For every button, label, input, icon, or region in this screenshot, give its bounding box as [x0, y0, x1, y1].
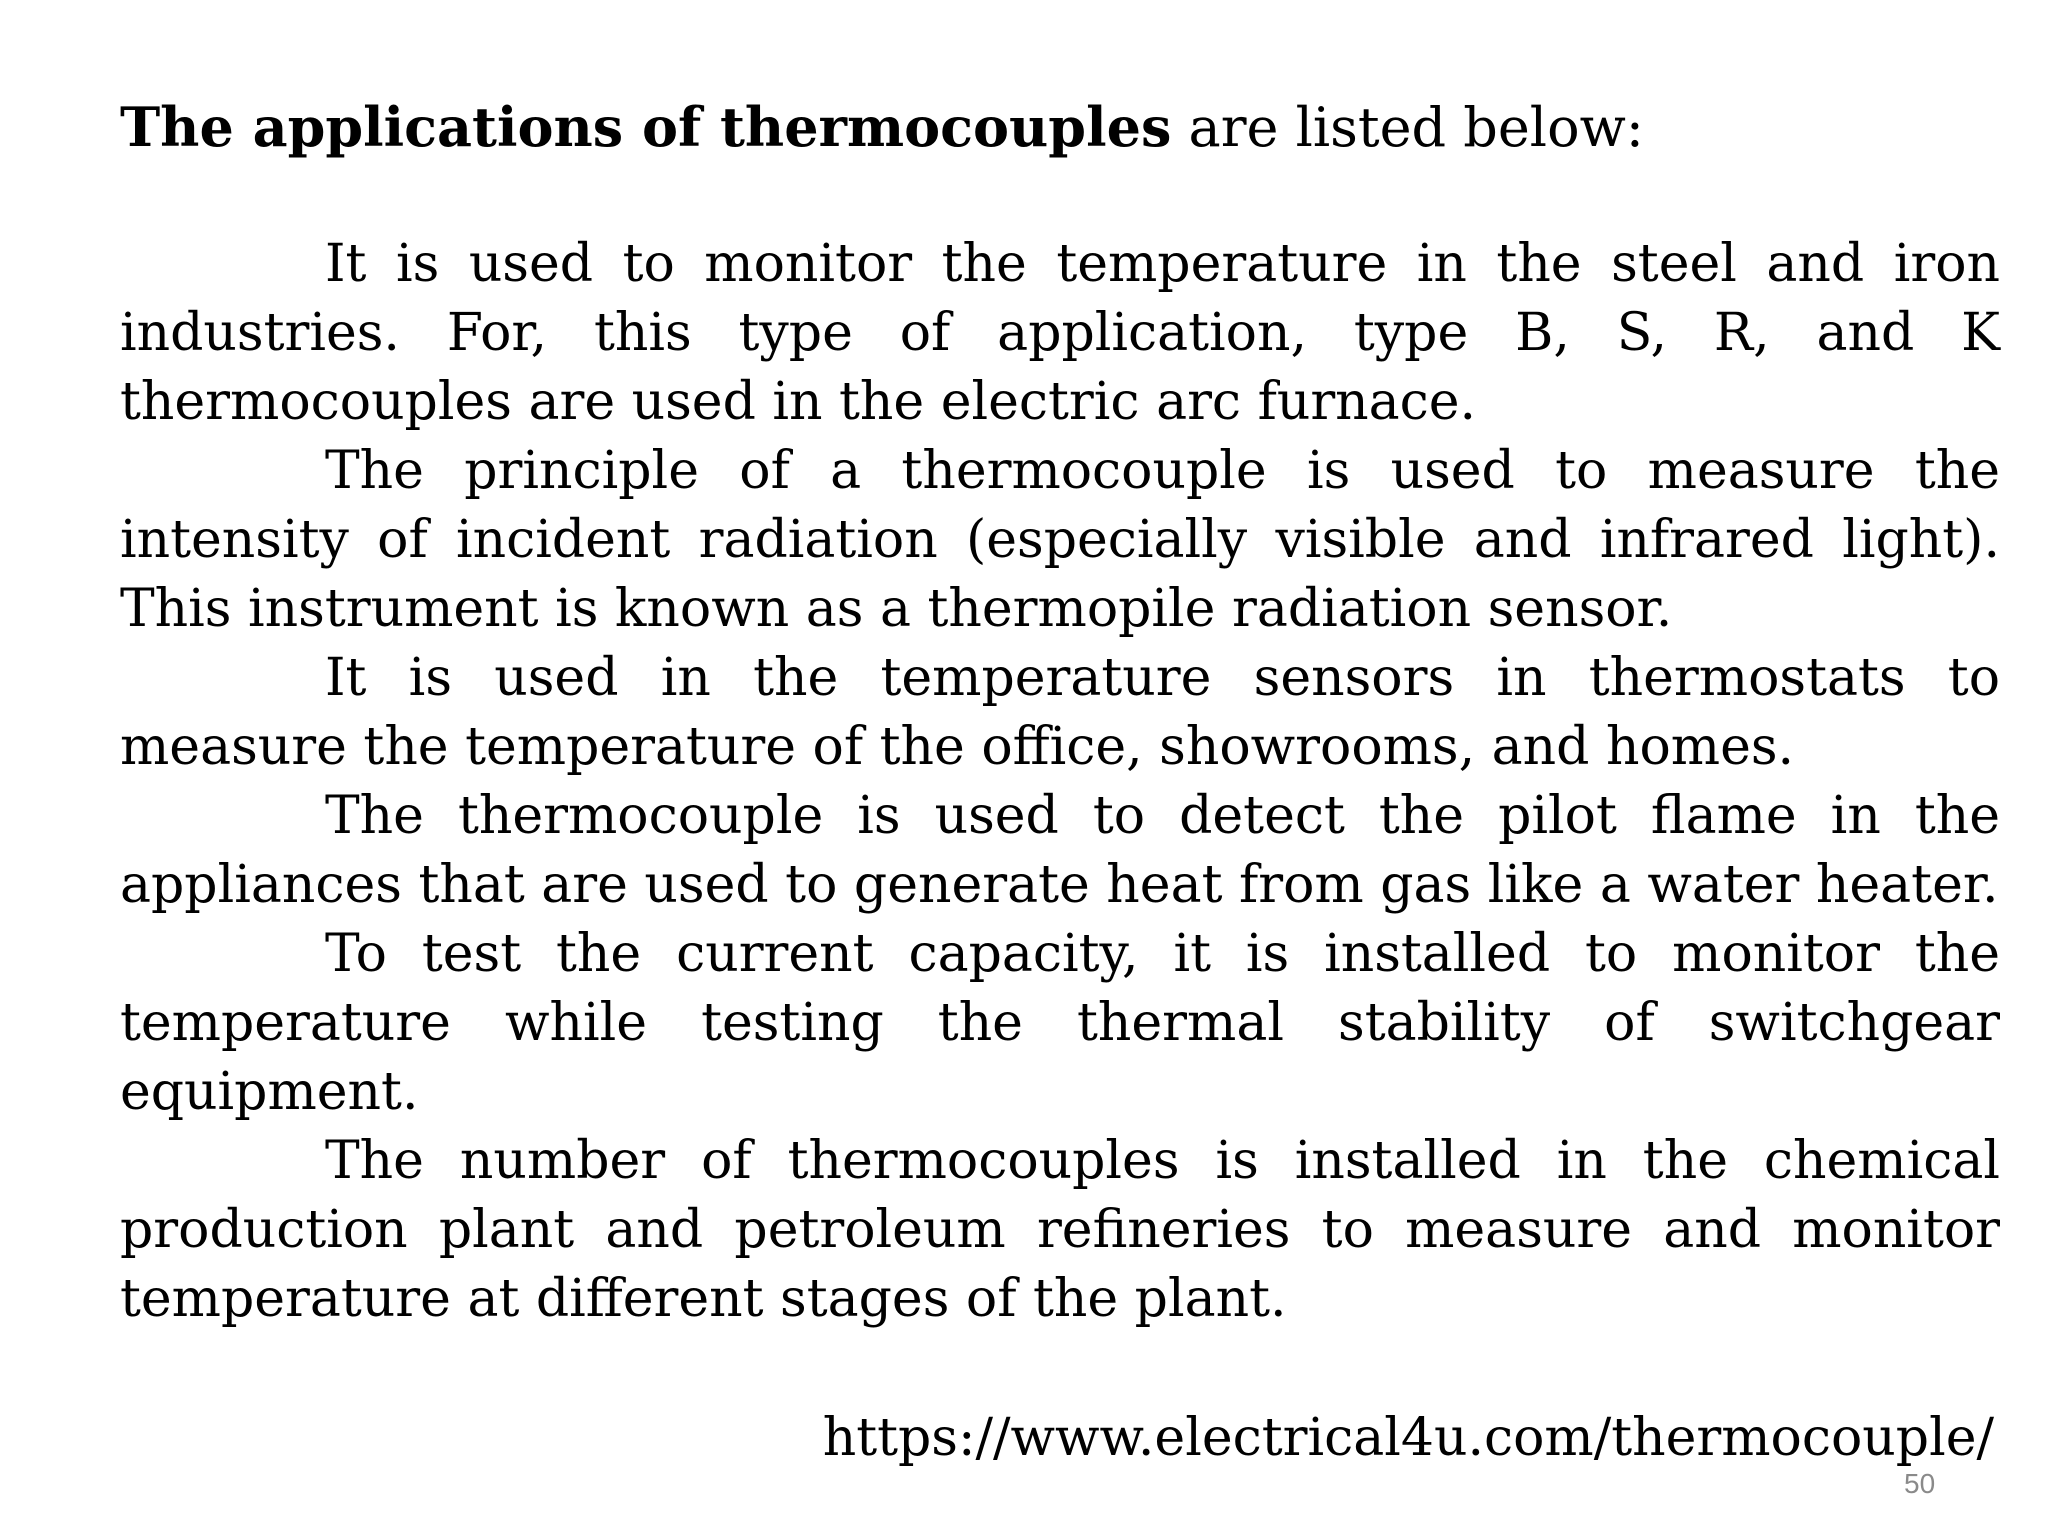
application-paragraph: It is used to monitor the temperature in the steel and iron industries. For, this type of application, type B, S, R, and K thermocouples are used in the electric arc furnace.	[120, 234, 2000, 432]
application-paragraph: The number of thermocouples is installed in the chemical production plant and petroleum refineries to measure and monitor temperature at different stages of the plant.	[120, 1131, 2000, 1329]
slide-heading	[120, 92, 1644, 163]
heading-rest-text: are listed below:	[1171, 96, 1645, 159]
source-url: https://www.electrical4u.com/thermocouple/	[822, 1408, 1994, 1468]
application-paragraph: It is used in the temperature sensors in thermostats to measure the temperature of the office, showrooms, and homes.	[120, 648, 2000, 777]
page-number: 50	[1904, 1468, 1936, 1499]
application-paragraph: The principle of a thermocouple is used to measure the intensity of incident radiation (especially visible and infrared light). This instrument is known as a thermopile radiation sensor.	[120, 441, 2000, 639]
applications-list	[120, 230, 2000, 1334]
application-paragraph: The thermocouple is used to detect the pilot flame in the appliances that are used to generate heat from gas like a water heater.	[120, 786, 2000, 915]
application-paragraph: To test the current capacity, it is installed to monitor the temperature while testing the thermal stability of switchgear equipment.	[120, 924, 2000, 1122]
heading-bold-text: The applications of thermocouples	[120, 95, 1172, 159]
